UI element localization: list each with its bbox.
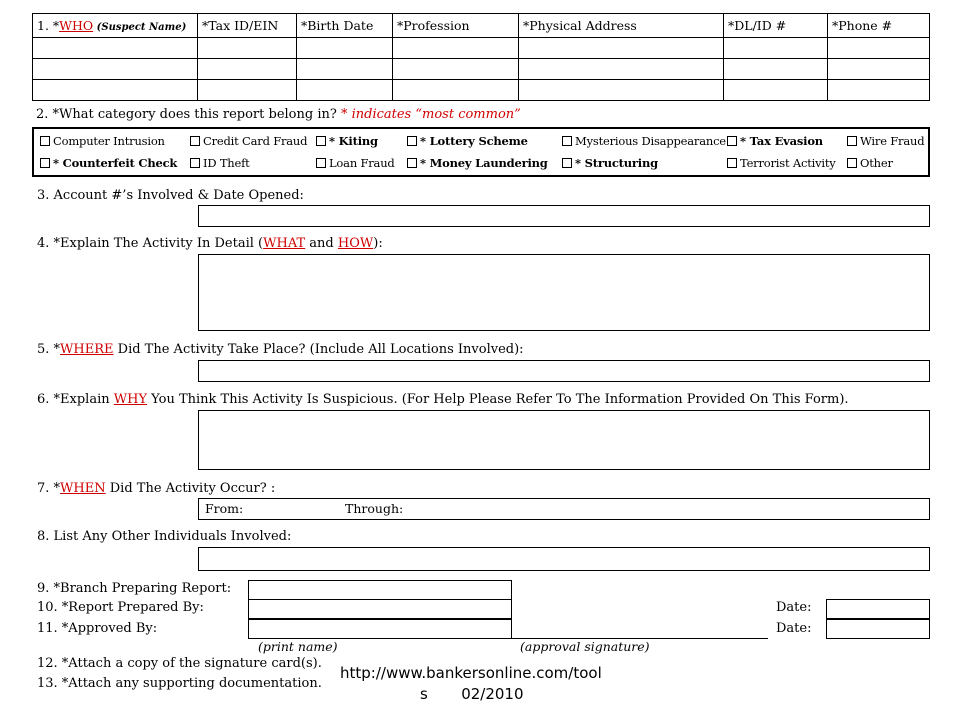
footer-url[interactable]: http://www.bankersonline.com/tool [340, 664, 602, 682]
physical-address-header: *Physical Address [519, 14, 724, 38]
most-common-note: * indicates “most common” [340, 107, 521, 122]
checkbox-icon[interactable] [562, 158, 572, 168]
from-label: From: [205, 501, 244, 516]
suspect-name-header: 1. *WHO (Suspect Name) [33, 14, 198, 38]
table-cell[interactable] [519, 59, 724, 80]
print-name-caption: (print name) [258, 639, 338, 654]
checkbox-mysterious-disappearance[interactable]: Mysterious Disappearance [562, 134, 726, 148]
checkbox-icon[interactable] [847, 136, 857, 146]
checkbox-kiting[interactable]: * Kiting [316, 134, 378, 148]
table-cell[interactable] [519, 38, 724, 59]
checkbox-computer-intrusion[interactable]: Computer Intrusion [40, 134, 165, 148]
prepared-by-field[interactable] [248, 599, 512, 619]
table-cell[interactable] [297, 38, 393, 59]
table-cell[interactable] [198, 38, 297, 59]
through-label: Through: [345, 501, 404, 516]
table-cell[interactable] [393, 80, 519, 101]
prepared-date-field[interactable] [826, 599, 930, 619]
checkbox-other[interactable]: Other [847, 156, 893, 170]
suspect-table-header [33, 14, 930, 38]
checkbox-icon[interactable] [40, 158, 50, 168]
checkbox-icon[interactable] [190, 136, 200, 146]
checkbox-credit-card-fraud[interactable]: Credit Card Fraud [190, 134, 307, 148]
table-cell[interactable] [198, 59, 297, 80]
approved-date-label: Date: [776, 621, 812, 636]
table-cell[interactable] [33, 38, 198, 59]
who-keyword: WHO [59, 18, 94, 33]
checkbox-structuring[interactable]: * Structuring [562, 156, 658, 170]
table-cell[interactable] [828, 80, 930, 101]
branch-field[interactable] [248, 580, 512, 600]
category-box [32, 127, 930, 177]
why-keyword: WHY [113, 392, 148, 407]
attach-signature-card-label: 12. *Attach a copy of the signature card(s). [37, 656, 322, 671]
category-question: 2. *What category does this report belong in? * indicates “most common” [36, 107, 521, 122]
attach-documentation-label: 13. *Attach any supporting documentation. [37, 676, 322, 691]
checkbox-icon[interactable] [727, 158, 737, 168]
table-cell[interactable] [297, 59, 393, 80]
dl-id-header: *DL/ID # [724, 14, 828, 38]
footer-date: s 02/2010 [420, 685, 524, 703]
table-cell[interactable] [828, 38, 930, 59]
checkbox-id-theft[interactable]: ID Theft [190, 156, 250, 170]
approval-signature-caption: (approval signature) [520, 639, 650, 654]
table-cell[interactable] [198, 80, 297, 101]
table-cell[interactable] [33, 80, 198, 101]
checkbox-icon[interactable] [190, 158, 200, 168]
table-cell[interactable] [519, 80, 724, 101]
prepared-by-label: 10. *Report Prepared By: [37, 600, 204, 615]
accounts-label: 3. Account #’s Involved & Date Opened: [37, 188, 304, 203]
checkbox-icon[interactable] [847, 158, 857, 168]
checkbox-icon[interactable] [562, 136, 572, 146]
phone-header: *Phone # [828, 14, 930, 38]
table-cell[interactable] [828, 59, 930, 80]
checkbox-counterfeit-check[interactable]: * Counterfeit Check [40, 156, 177, 170]
when-field[interactable] [198, 498, 930, 520]
other-individuals-label: 8. List Any Other Individuals Involved: [37, 529, 292, 544]
profession-header: *Profession [393, 14, 519, 38]
checkbox-icon[interactable] [40, 136, 50, 146]
table-cell[interactable] [393, 59, 519, 80]
when-keyword: WHEN [60, 481, 106, 496]
birth-date-header: *Birth Date [297, 14, 393, 38]
tax-id-header: *Tax ID/EIN [198, 14, 297, 38]
prepared-date-label: Date: [776, 600, 812, 615]
checkbox-terrorist-activity[interactable]: Terrorist Activity [727, 156, 836, 170]
table-cell[interactable] [393, 38, 519, 59]
checkbox-icon[interactable] [316, 136, 326, 146]
how-keyword: HOW [337, 236, 374, 251]
checkbox-icon[interactable] [727, 136, 737, 146]
table-cell[interactable] [724, 59, 828, 80]
where-label: 5. *WHERE Did The Activity Take Place? (Include All Locations Involved): [37, 342, 524, 357]
where-field[interactable] [198, 360, 930, 382]
branch-label: 9. *Branch Preparing Report: [37, 581, 232, 596]
table-cell[interactable] [297, 80, 393, 101]
checkbox-icon[interactable] [407, 158, 417, 168]
other-individuals-field[interactable] [198, 547, 930, 571]
table-row [33, 59, 930, 80]
table-cell[interactable] [33, 59, 198, 80]
why-field[interactable] [198, 410, 930, 470]
why-label: 6. *Explain WHY You Think This Activity Is Suspicious. (For Help Please Refer To The Information Provided On This Form). [37, 392, 849, 407]
checkbox-money-laundering[interactable]: * Money Laundering [407, 156, 548, 170]
table-cell[interactable] [724, 80, 828, 101]
approved-date-field[interactable] [826, 619, 930, 639]
checkbox-icon[interactable] [316, 158, 326, 168]
where-keyword: WHERE [60, 342, 114, 357]
suspect-table [32, 13, 930, 101]
checkbox-icon[interactable] [407, 136, 417, 146]
table-row [33, 38, 930, 59]
table-cell[interactable] [724, 38, 828, 59]
accounts-field[interactable] [198, 205, 930, 227]
approved-by-label: 11. *Approved By: [37, 621, 158, 636]
checkbox-tax-evasion[interactable]: * Tax Evasion [727, 134, 823, 148]
approved-print-name-field[interactable] [248, 619, 512, 639]
checkbox-lottery-scheme[interactable]: * Lottery Scheme [407, 134, 528, 148]
when-label: 7. *WHEN Did The Activity Occur? : [37, 481, 276, 496]
checkbox-wire-fraud[interactable]: Wire Fraud [847, 134, 924, 148]
explain-activity-field[interactable] [198, 254, 930, 331]
checkbox-loan-fraud[interactable]: Loan Fraud [316, 156, 395, 170]
explain-activity-label: 4. *Explain The Activity In Detail (WHAT and HOW): [37, 236, 383, 251]
what-keyword: WHAT [263, 236, 306, 251]
table-row [33, 80, 930, 101]
